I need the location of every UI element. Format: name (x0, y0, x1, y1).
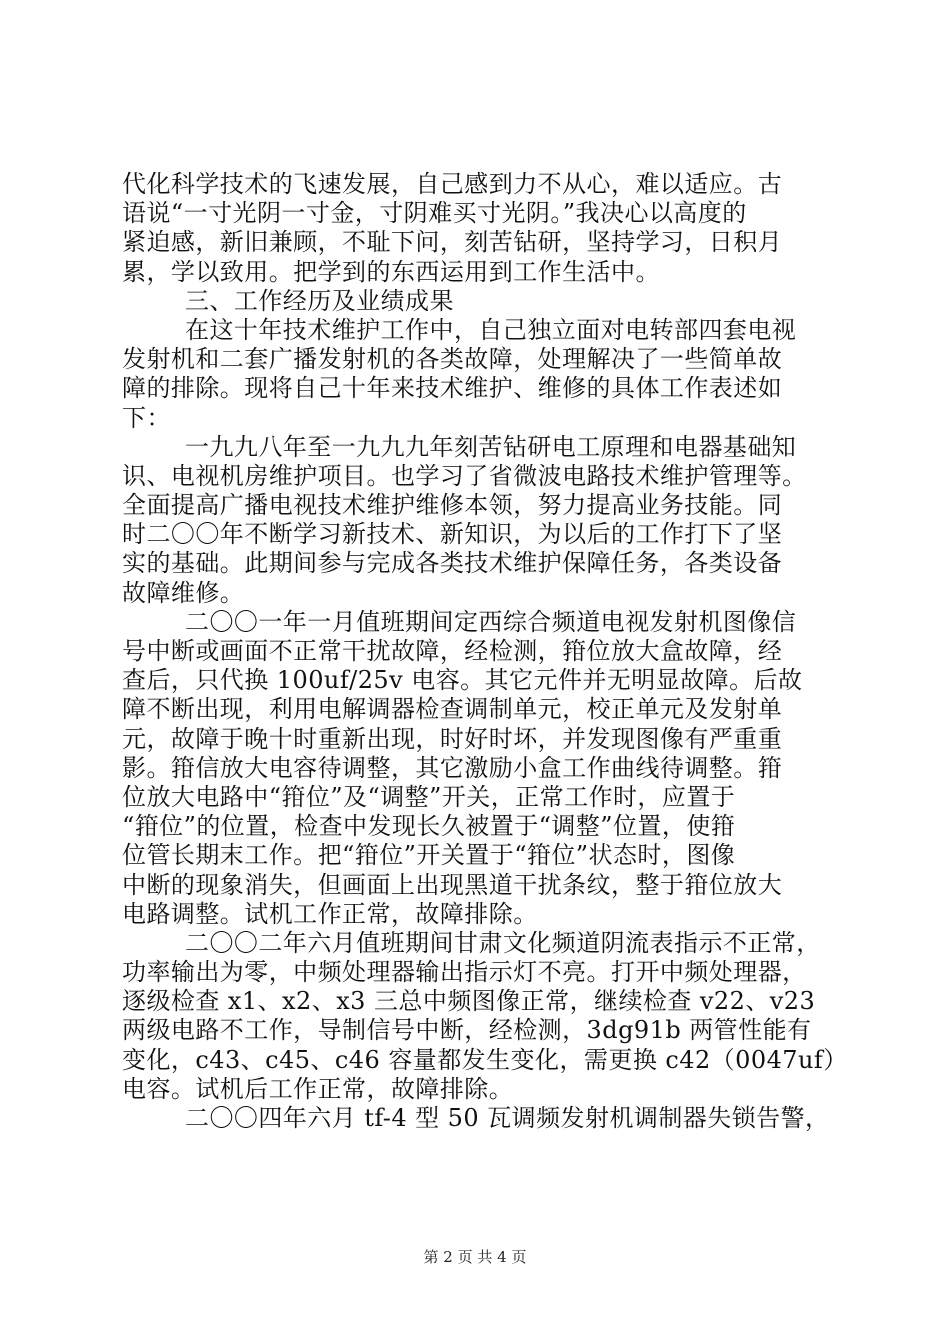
text-line: “箝位”的位置，检查中发现长久被置于“调整”位置，使箝 (122, 812, 736, 841)
text-line: 变化，c43、c45、c46 容量都发生变化，需更换 c42（0047uf） (122, 1045, 848, 1074)
text-line: 影。箝信放大电容待调整，其它激励小盒工作曲线待调整。箝 (122, 753, 783, 782)
text-line: 二〇〇一年一月值班期间定西综合频道电视发射机图像信 (185, 607, 797, 636)
text-line: 逐级检查 x1、x2、x3 三总中频图像正常，继续检查 v22、v23 (122, 987, 816, 1016)
text-line: 下： (122, 403, 171, 432)
text-line: 二〇〇四年六月 tf-4 型 50 瓦调频发射机调制器失锁告警， (185, 1104, 830, 1132)
text-line: 时二〇〇年不断学习新技术、新知识，为以后的工作打下了坚 (122, 520, 783, 549)
text-line: 全面提高广播电视技术维护维修本领，努力提高业务技能。同 (122, 491, 783, 520)
text-line: 在这十年技术维护工作中，自己独立面对电转部四套电视 (185, 315, 797, 344)
text-line: 三、工作经历及业绩成果 (185, 286, 454, 315)
text-line: 障的排除。现将自己十年来技术维护、维修的具体工作表述如 (122, 374, 783, 403)
text-line: 功率输出为零，中频处理器输出指示灯不亮。打开中频处理器， (122, 958, 807, 987)
text-line: 故障维修。 (122, 578, 245, 607)
text-line: 代化科学技术的飞速发展，自己感到力不从心，难以适应。古 (122, 170, 783, 198)
text-line: 实的基础。此期间参与完成各类技术维护保障任务，各类设备 (122, 549, 783, 578)
text-line: 中断的现象消失，但画面上出现黑道干扰条纹，整于箝位放大 (122, 870, 783, 899)
body-text (122, 170, 848, 1133)
text-line: 元，故障于晚十时重新出现，时好时坏，并发现图像有严重重 (122, 724, 783, 753)
text-line: 发射机和二套广播发射机的各类故障，处理解决了一些简单故 (122, 345, 783, 374)
text-line: 查后，只代换 100uf/25v 电容。其它元件并无明显故障。后故 (122, 666, 803, 695)
text-line: 识、电视机房维护项目。也学习了省微波电路技术维护管理等。 (122, 461, 807, 490)
text-line: 两级电路不工作，导制信号中断，经检测，3dg91b 两管性能有 (122, 1016, 812, 1045)
text-line: 位管长期末工作。把“箝位”开关置于“箝位”状态时，图像 (122, 841, 736, 870)
text-line: 电路调整。试机工作正常，故障排除。 (122, 899, 538, 928)
text-line: 累，学以致用。把学到的东西运用到工作生活中。 (122, 257, 660, 286)
text-line: 二〇〇二年六月值班期间甘肃文化频道阴流表指示不正常， (185, 928, 821, 957)
text-line: 紧迫感，新旧兼顾，不耻下问，刻苦钻研，坚持学习，日积月 (122, 228, 783, 257)
text-line: 号中断或画面不正常干扰故障，经检测，箝位放大盒故障，经 (122, 637, 783, 665)
text-line: 语说“一寸光阴一寸金，寸阴难买寸光阴。”我决心以高度的 (122, 199, 747, 228)
text-line: 电容。试机后工作正常，故障排除。 (122, 1074, 514, 1103)
page-footer: 第 2 页 共 4 页 (423, 1248, 527, 1266)
text-line: 障不断出现，利用电解调器检查调制单元，校正单元及发射单 (122, 695, 783, 724)
text-line: 一九九八年至一九九九年刻苦钻研电工原理和电器基础知 (185, 432, 797, 461)
text-line: 位放大电路中“箝位”及“调整”开关，正常工作时，应置于 (122, 782, 736, 811)
